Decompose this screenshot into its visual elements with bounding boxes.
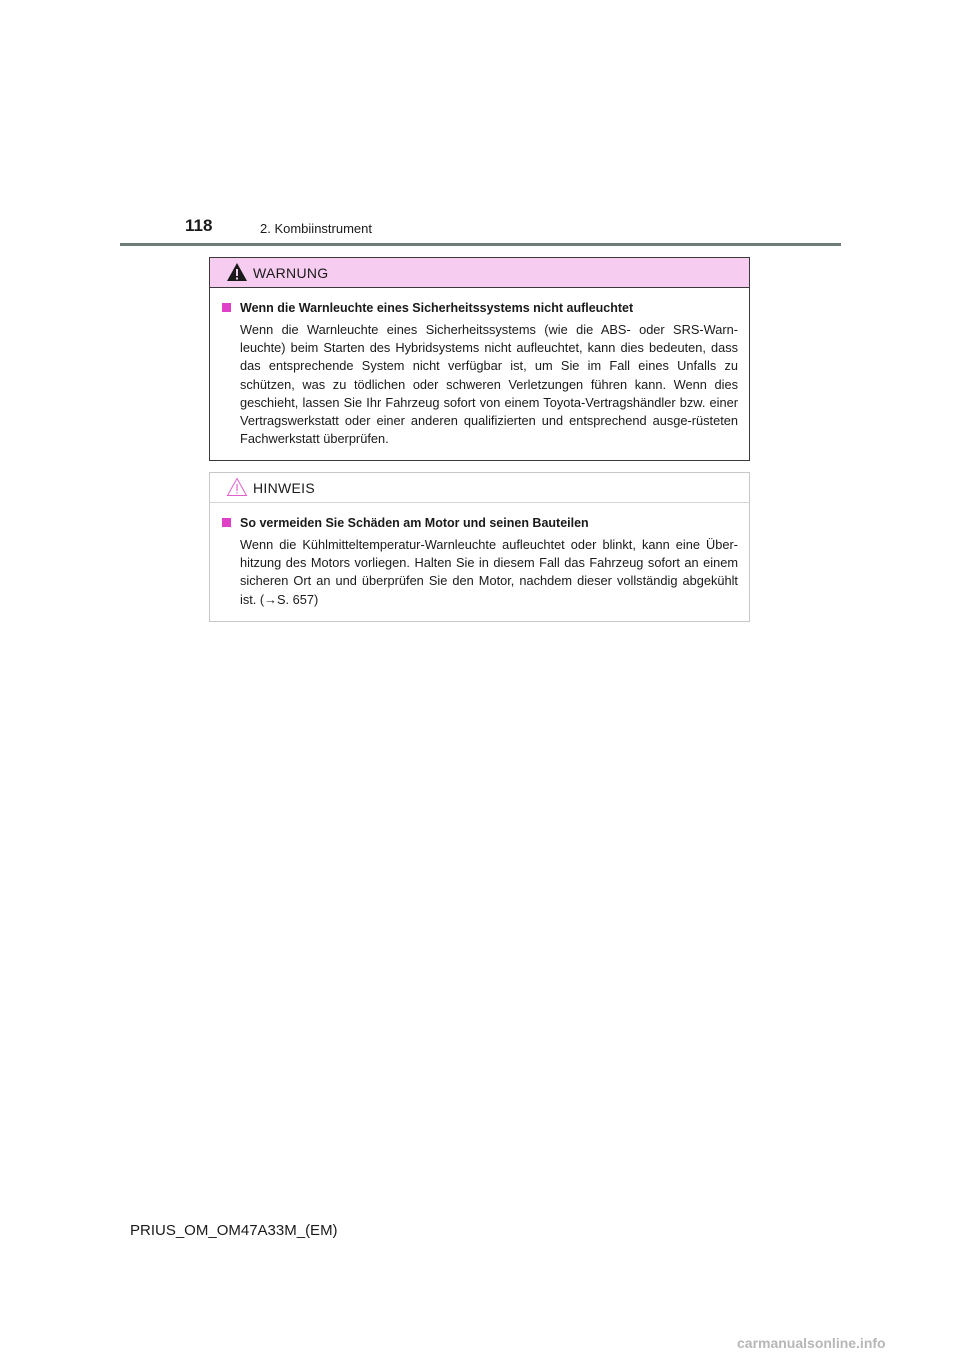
notice-box-header: [210, 473, 749, 503]
section-title: 2. Kombiinstrument: [260, 221, 372, 236]
warning-triangle-icon: [226, 262, 248, 282]
document-code: PRIUS_OM_OM47A33M_(EM): [130, 1222, 338, 1239]
notice-text: Wenn die Kühlmitteltemperatur-Warnleuchte aufleuchtet oder blinkt, kann eine Über-hitzung des Motors vorliegen. Halten Sie in diesem Fall das Fahrzeug sofort an einem sicheren Ort an und überprüfen Sie den Motor, nachdem dieser vollständig abgekühlt ist. (→S. 657): [240, 537, 738, 607]
notice-label: HINWEIS: [253, 480, 315, 496]
header-rule: [120, 243, 841, 246]
warning-body: [210, 288, 749, 448]
warning-label: WARNUNG: [253, 265, 329, 281]
warning-triangle-outline-icon: [226, 477, 248, 497]
square-bullet-icon: [222, 518, 231, 527]
page-number: 118: [185, 216, 213, 235]
notice-heading: [221, 515, 738, 531]
warning-box: [209, 257, 750, 461]
notice-heading-text: So vermeiden Sie Schäden am Motor und seinen Bauteilen: [240, 516, 589, 530]
square-bullet-icon: [222, 303, 231, 312]
warning-heading: [221, 300, 738, 316]
warning-heading-text: Wenn die Warnleuchte eines Sicherheitssystems nicht aufleuchtet: [240, 301, 634, 315]
warning-box-header: [210, 258, 749, 288]
notice-box: [209, 472, 750, 622]
watermark: carmanualsonline.info: [737, 1335, 886, 1351]
notice-body: [210, 503, 749, 609]
warning-text: Wenn die Warnleuchte eines Sicherheitssystems (wie die ABS- oder SRS-Warn-leuchte) beim Starten des Hybridsystems nicht aufleuchtet, kann dies bedeuten, dass das entsprechende System nicht verfügbar ist, um Sie im Fall eines Unfalls zu schützen, was zu tödlichen oder schweren Verletzungen führen kann. Wenn dies geschieht, lassen Sie Ihr Fahrzeug sofort von einem Toyota-Vertragshändler bzw. einer Vertragswerkstatt oder einer anderen qualifizierten und entsprechend ausge-rüsteten Fachwerkstatt überprüfen.: [240, 322, 738, 447]
